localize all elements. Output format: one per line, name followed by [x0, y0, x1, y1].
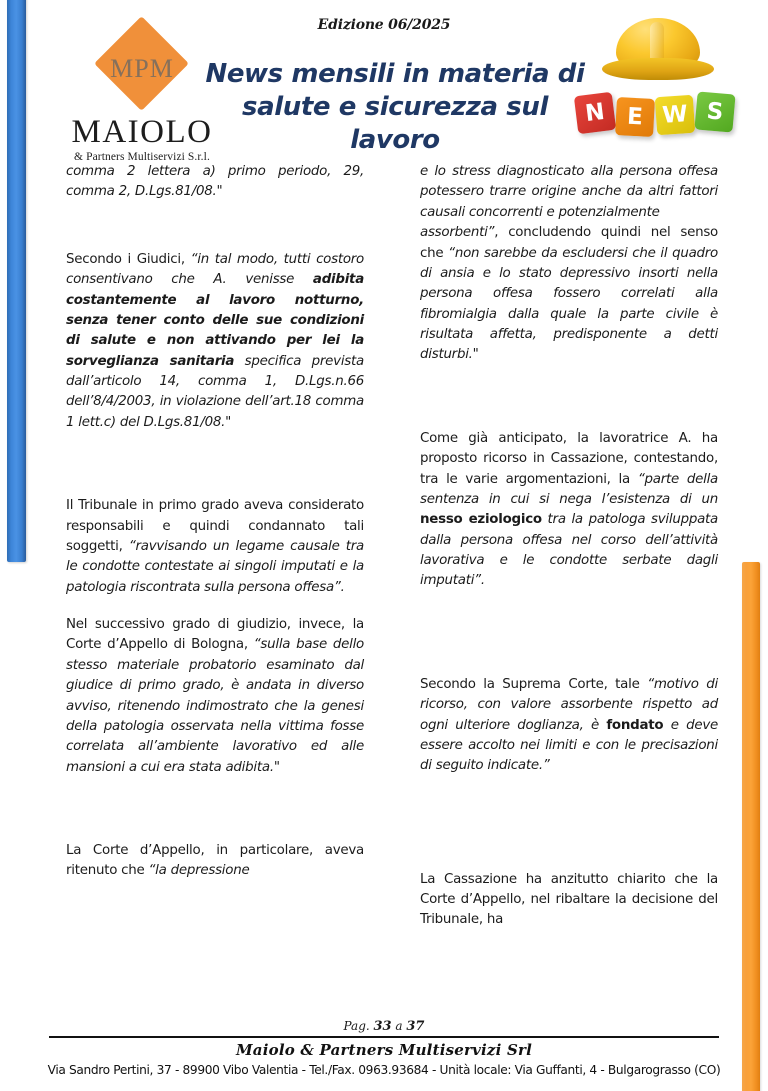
footer-divider [49, 1036, 719, 1038]
hard-hat-brim [602, 58, 714, 80]
page-number-line [0, 1019, 768, 1034]
spacer [420, 794, 718, 840]
paragraph-right-4 [420, 870, 718, 931]
page-number-prefix: Pag. [343, 1019, 374, 1033]
paragraph-right-2-quote-open: “parte della sentenza in cui si nega l’esistenza di un [420, 471, 719, 507]
page-number-joiner: a [391, 1019, 407, 1033]
paragraph-right-1b-quote-end: assorbenti” [420, 225, 495, 241]
spacer [420, 383, 718, 429]
paragraph-left-2 [66, 250, 364, 433]
paragraph-right-2-intro: Come già anticipato, la lavoratrice A. ha proposto ricorso in Cassazione, contestando, tra le varie argomentazioni, la [420, 430, 718, 487]
spacer [420, 840, 718, 870]
page-footer [0, 1019, 768, 1077]
paragraph-left-5-intro: La Corte d’Appello, in particolare, aveva ritenuto che [66, 843, 364, 879]
paragraph-left-3-intro: Il Tribunale in primo grado aveva considerato responsabili e quindi condannato tali soggetti, [66, 498, 364, 554]
paragraph-left-4 [66, 615, 364, 778]
paragraph-left-2-emphasis: adibita costantemente al lavoro notturno, senza tener conto delle sue condizioni di salute e non attivando per lei la sorveglianza sanitaria [66, 272, 364, 369]
page-header [0, 0, 768, 163]
paragraph-right-1b [420, 223, 718, 366]
paragraph-right-1b-quote2: “non sarebbe da escludersi che il quadro di ansia e lo stato depressivo insorti nella persona offesa fossero correlati alla fibromialgia dalla quale la parte civile è risultata affetta, predisponente a detti disturbi." [420, 245, 718, 363]
paragraph-left-2-intro: Secondo i Giudici, [66, 251, 191, 267]
paragraph-right-2 [420, 429, 718, 592]
news-letter-blocks [572, 84, 742, 146]
spacer [66, 795, 364, 841]
edition-label: Edizione 06/2025 [317, 17, 451, 33]
news-block-e: E [615, 97, 655, 137]
news-artwork [566, 16, 746, 156]
footer-company-name: Maiolo & Partners Multiservizi Srl [236, 1041, 532, 1059]
logo-monogram: MPM [110, 54, 174, 83]
paragraph-left-2-quote-open: “in tal modo, tutti costoro consentivano che A. venisse [66, 251, 364, 288]
news-block-s: S [694, 91, 735, 132]
spacer [420, 655, 718, 675]
logo-company-subtitle: & Partners Multiservizi S.r.l. [74, 151, 210, 163]
logo-company-name: MAIOLO [71, 114, 213, 150]
page-title-line-2: salute e sicurezza sul lavoro [242, 91, 548, 155]
paragraph-right-4-text: La Cassazione ha anzitutto chiarito che la Corte d’Appello, nel ribaltare la decisione del Tribunale, ha [420, 871, 718, 928]
paragraph-left-5-quote: “la depressione [148, 863, 250, 879]
paragraph-left-3 [66, 496, 364, 598]
column-right [420, 162, 718, 931]
spacer [66, 220, 364, 250]
news-block-w: W [655, 95, 696, 136]
paragraph-right-3-emphasis: fondato [606, 717, 664, 733]
spacer [420, 609, 718, 655]
paragraph-left-2-quote-rest: specifica prevista dall’articolo 14, comma 1, D.Lgs.n.66 dell’8/4/2003, in violazione dell’art.18 comma 1 lett.c) del D.Lgs.81/08." [66, 353, 364, 430]
paragraph-right-1b-link: , concludendo quindi nel senso che [420, 225, 718, 261]
hard-hat-icon [600, 18, 716, 80]
paragraph-right-3-quote-open: “motivo di ricorso, con valore assorbente rispetto ad ogni ulteriore doglianza, è [420, 676, 718, 733]
paragraph-left-4-intro: Nel successivo grado di giudizio, invece, la Corte d’Appello di Bologna, [66, 617, 364, 653]
paragraph-right-2-emphasis: nesso eziologico [420, 512, 542, 528]
paragraph-right-1a-text: e lo stress diagnosticato alla persona offesa potessero trarre origine anche da altri fattori causali concorrenti e potenzialmente [420, 164, 718, 220]
news-block-n: N [574, 92, 616, 134]
logo-diamond-wrap [92, 28, 192, 128]
paragraph-left-4-quote: “sulla base dello stesso materiale probatorio esaminato dal giudice di primo grado, è andata in diverso avviso, ritenendo indimostrato che la genesi della patologia osservata nella vittima fosse correlata all’ambiente lavorativo ed alle mansioni a cui era stata adibita." [66, 637, 364, 775]
page-title-line-1: News mensili in materia di [205, 59, 585, 89]
page-number-current: 33 [373, 1019, 392, 1034]
paragraph-left-3-quote: “ravvisando un legame causale tra le condotte contestate ai singoli imputati e la patologia riscontrata sulla persona offesa”. [66, 538, 364, 595]
paragraph-right-1a [420, 162, 718, 223]
paragraph-left-1-text: comma 2 lettera a) primo periodo, 29, comma 2, D.Lgs.81/08." [66, 164, 364, 200]
paragraph-right-3-intro: Secondo la Suprema Corte, tale [420, 676, 648, 692]
article-body [0, 162, 768, 1000]
spacer [66, 450, 364, 496]
paragraph-left-1 [66, 162, 364, 203]
column-left [66, 162, 364, 882]
paragraph-right-2-quote-rest: tra la patologa sviluppata dalla persona offesa nel corso dell’attività lavorativa e le condotte serbate dagli imputati”. [420, 512, 719, 589]
company-logo [62, 28, 222, 163]
page-title [205, 58, 585, 156]
paragraph-right-3 [420, 675, 718, 777]
page-number-total: 37 [406, 1019, 425, 1034]
footer-address: Via Sandro Pertini, 37 - 89900 Vibo Valentia - Tel./Fax. 0963.93684 - Unità locale: Via Guffanti, 4 - Bulgarograsso (CO) [47, 1063, 721, 1077]
paragraph-left-5 [66, 841, 364, 882]
paragraph-right-3-quote-rest: e deve essere accolto nei limiti e con le precisazioni di seguito indicate.” [420, 717, 719, 774]
